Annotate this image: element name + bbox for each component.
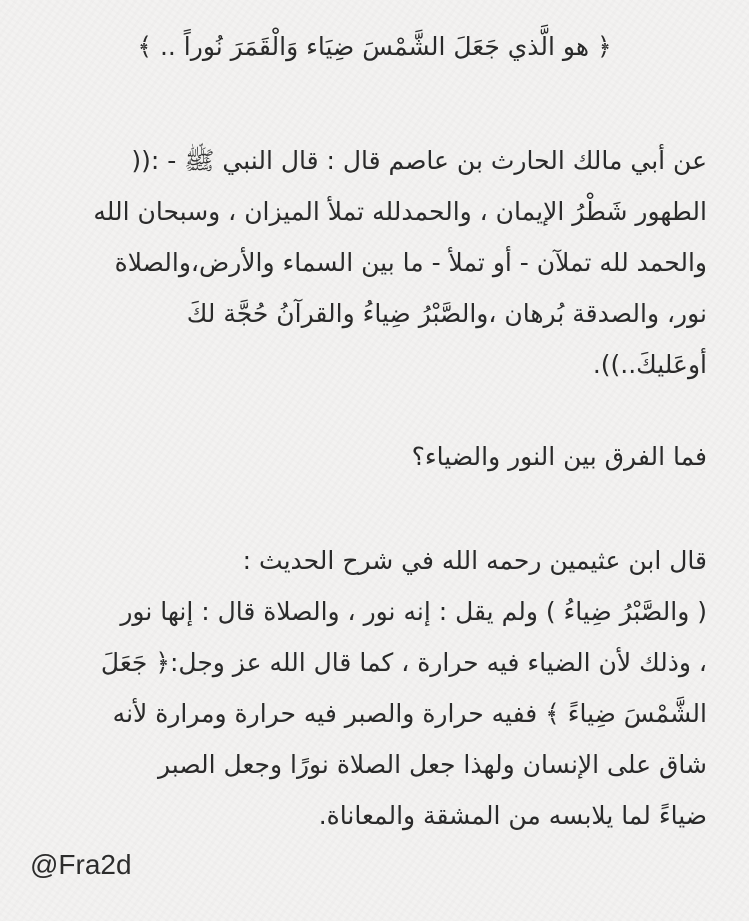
commentary-line: قال ابن عثيمين رحمه الله في شرح الحديث : — [242, 546, 707, 575]
commentary-line: ، وذلك لأن الضياء فيه حرارة ، كما قال الله عز وجل:﴿ جَعَلَ — [100, 648, 707, 677]
commentary-line: شاق على الإنسان ولهذا جعل الصلاة نورًا وجعل الصبر — [158, 750, 707, 779]
commentary-line: ( والصَّبْرُ ضِياءُ ) ولم يقل : إنه نور ، والصلاة قال : إنها نور — [120, 597, 707, 626]
hadith-line: نور، والصدقة بُرهان ،والصَّبْرُ ضِياءُ والقرآنُ حُجَّة لكَ — [186, 299, 707, 328]
hadith-line: والحمد لله تملآن - أو تملأ - ما بين السماء والأرض،والصلاة — [114, 248, 707, 277]
commentary-line: الشَّمْسَ ضِياءً ﴾ ففيه حرارة والصبر فيه حرارة ومرارة لأنه — [112, 699, 707, 728]
question-text: فما الفرق بين النور والضياء؟ — [411, 442, 707, 471]
author-handle: @Fra2d — [30, 849, 132, 880]
hadith-line: أوعَليكَ..)). — [592, 350, 707, 379]
hadith-line: الطهور شَطْرُ الإيمان ، والحمدلله تملأ الميزان ، وسبحان الله — [93, 197, 707, 226]
hadith-block — [37, 135, 707, 390]
hadith-line: عن أبي مالك الحارث بن عاصم قال : قال النبي ﷺ - :(( — [131, 146, 707, 175]
commentary-line: ضياءً لما يلابسه من المشقة والمعاناة. — [318, 801, 707, 830]
commentary-block — [37, 535, 707, 841]
quran-verse-title: ﴿ هو الَّذي جَعَلَ الشَّمْسَ ضِيَاء وَالْقَمَرَ نُوراً .. ﴾ — [137, 32, 612, 61]
